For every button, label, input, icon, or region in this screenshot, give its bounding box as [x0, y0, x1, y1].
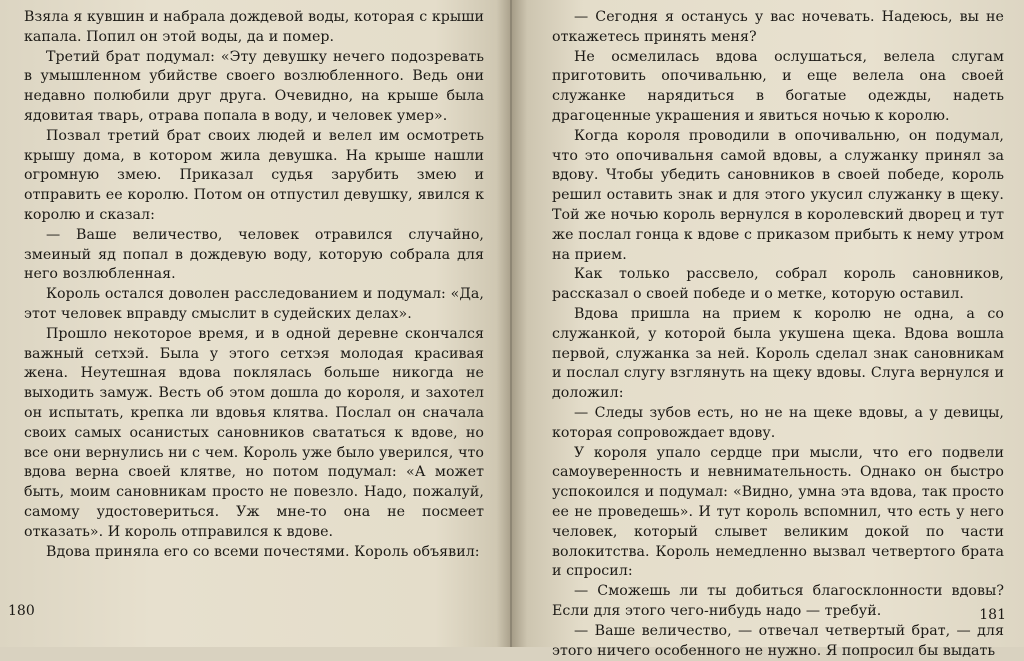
paragraph: — Сегодня я останусь у вас ночевать. Надеюсь, вы не откажетесь принять меня? — [552, 9, 1004, 45]
paragraph: Взяла я кувшин и набрала дождевой воды, которая с крыши капала. Попил он этой воды, да и помер. — [24, 9, 484, 45]
paragraph: Вдова пришла на прием к королю не одна, а со служанкой, у которой была укушена щека. Вдова вошла первой, служанка за ней. Король сделал знак сановникам и послал слугу взглянуть на щеку вдовы. Слуга вернулся и доложил: — [552, 305, 1004, 402]
paragraph: — Сможешь ли ты добиться благосклонности вдовы? Если для этого чего-нибудь надо — требуй. — [552, 583, 1004, 619]
paragraph: Третий брат подумал: «Эту девушку нечего подозревать в умышленном убийстве своего возлюбленного. Ведь они недавно полюбили друг друга. Очевидно, на крыше была ядовитая тварь, отрава попала в воду, и человек умер». — [24, 48, 484, 124]
paragraph: — Следы зубов есть, но не на щеке вдовы, а у девицы, которая сопровождает вдову. — [552, 404, 1004, 441]
paragraph: — Ваше величество, человек отравился случайно, змеиный яд попал в дождевую воду, которую собрала для него возлюбленная. — [24, 226, 484, 283]
paragraph: Король остался доволен расследованием и подумал: «Да, этот человек вправду смыслит в судейских делах». — [24, 286, 484, 322]
paragraph: Когда короля проводили в опочивальню, он подумал, что это опочивальня самой вдовы, а служанку принял за вдову. Чтобы убедить сановников в своей победе, король решил оставить знак и для этого укусил служанку в щеку. Той же ночью король вернулся в королевский дворец и тут же послал гонца к вдове с приказом прибыть к нему утром на прием. — [552, 127, 1004, 263]
paragraph: У короля упало сердце при мысли, что его подвели самоуверенность и невнимательность. Однако он быстро успокоился и подумал: «Видно, умна эта вдова, так просто ее не проведешь». И тут король вспомнил, что есть у него человек, который слывет великим докой по части волокитства. Король немедленно вызвал четвертого брата и спросил: — [552, 444, 1004, 580]
right-page-text — [552, 8, 1004, 661]
paragraph: Прошло некоторое время, и в одной деревне скончался важный сетхэй. Была у этого сетхэя молодая красивая жена. Неутешная вдова поклялась больше никогда не выходить замуж. Весть об этом дошла до короля, и захотел он испытать, крепка ли вдовья клятва. Послал он сначала своих самых осанистых сановников свататься к вдове, но все они вернулись ни с чем. Король уже было уверился, что вдова верна своей клятве, но потом подумал: «А может быть, моим сановникам просто не повезло. Надо, пожалуй, самому удостовериться. Уж мне-то она не посмеет отказать». И король отправился к вдове. — [24, 325, 484, 540]
paragraph: Вдова приняла его со всеми почестями. Король объявил: — [46, 543, 480, 560]
page-number-right: 181 — [979, 607, 1006, 623]
paragraph: Позвал третий брат своих людей и велел им осмотреть крышу дома, в котором жила девушка. На крыше нашли огромную змею. Приказал судья зарубить змею и отправить ее королю. Потом он отпустил девушку, явился к королю и сказал: — [24, 127, 484, 223]
paragraph: Как только рассвело, собрал король сановников, рассказал о своей победе и о метке, которую оставил. — [552, 266, 1004, 303]
paragraph: Не осмелилась вдова ослушаться, велела слугам приготовить опочивальню, и еще велела она своей служанке нарядиться в богатые одежды, надеть драгоценные украшения и явиться ночью к королю. — [552, 48, 1004, 124]
right-page — [512, 0, 1024, 659]
left-page — [0, 0, 512, 647]
page-number-left: 180 — [8, 603, 35, 619]
paragraph: — Ваше величество, — отвечал четвертый брат, — для этого ничего особенного не нужно. Я попросил бы выдать — [552, 622, 1004, 659]
left-page-text — [24, 8, 484, 562]
